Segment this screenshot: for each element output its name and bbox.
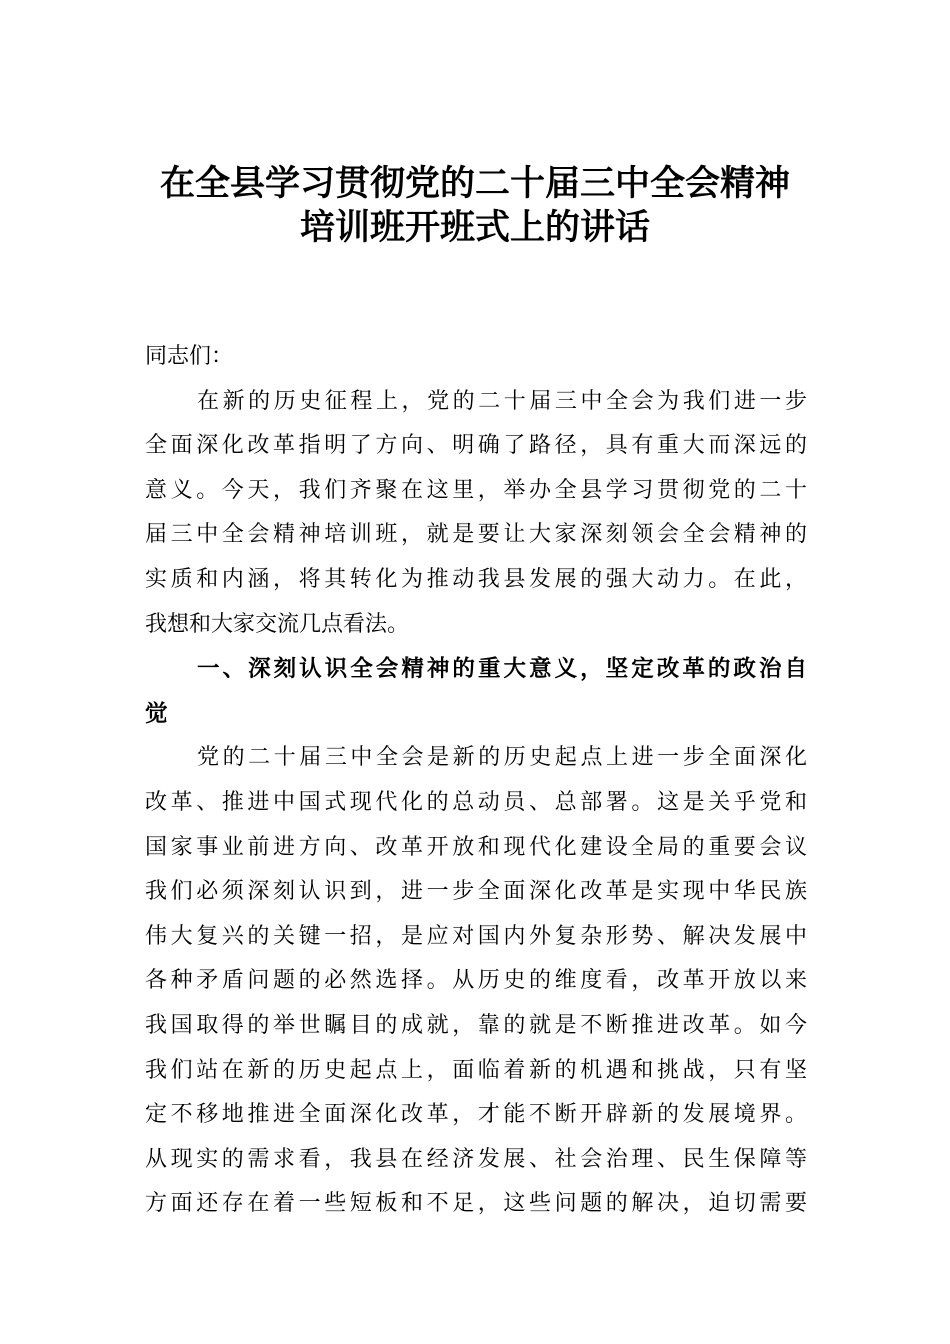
section-heading-1: 一、深刻认识全会精神的重大意义，坚定改革的政治自 <box>197 656 807 683</box>
document-title-line-1: 在全县学习贯彻党的二十届三中全会精神 <box>159 163 790 204</box>
paragraph-1-line: 届三中全会精神培训班，就是要让大家深刻领会全会精神的 <box>145 522 807 548</box>
section-heading-1: 觉 <box>145 700 168 727</box>
salutation: 同志们： <box>145 344 234 369</box>
document-body <box>145 335 807 1227</box>
paragraph-1-line: 全面深化改革指明了方向、明确了路径，具有重大而深远的 <box>145 433 807 459</box>
paragraph-2-line: 我们站在新的历史起点上，面临着新的机遇和挑战，只有坚 <box>145 1057 807 1083</box>
paragraph-2-line: 伟大复兴的关键一招，是应对国内外复杂形势、解决发展中 <box>145 923 807 949</box>
paragraph-2-line: 从现实的需求看，我县在经济发展、社会治理、民生保障等 <box>145 1146 807 1172</box>
paragraph-2-line: 各种矛盾问题的必然选择。从历史的维度看，改革开放以来 <box>145 968 807 994</box>
paragraph-1-line: 实质和内涵，将其转化为推动我县发展的强大动力。在此， <box>145 566 807 592</box>
paragraph-1-line: 我想和大家交流几点看法。 <box>145 611 410 637</box>
paragraph-2-line: 改革、推进中国式现代化的总动员、总部署。这是关乎党和 <box>145 789 807 815</box>
paragraph-2-line: 党的二十届三中全会是新的历史起点上进一步全面深化 <box>197 745 807 771</box>
paragraph-2-line: 定不移地推进全面深化改革，才能不断开辟新的发展境界。 <box>145 1102 807 1128</box>
document-title-line-2: 培训班开班式上的讲话 <box>299 207 650 248</box>
paragraph-2-line: 我国取得的举世瞩目的成就，靠的就是不断推进改革。如今 <box>145 1012 807 1038</box>
paragraph-1-line: 意义。今天，我们齐聚在这里，举办全县学习贯彻党的二十 <box>145 477 807 503</box>
paragraph-2-line: 国家事业前进方向、改革开放和现代化建设全局的重要会议 <box>145 834 807 860</box>
paragraph-1-line: 在新的历史征程上，党的二十届三中全会为我们进一步 <box>197 388 807 414</box>
paragraph-2-line: 我们必须深刻认识到，进一步全面深化改革是实现中华民族 <box>145 879 807 905</box>
paragraph-2-line: 方面还存在着一些短板和不足，这些问题的解决，迫切需要 <box>145 1191 807 1217</box>
